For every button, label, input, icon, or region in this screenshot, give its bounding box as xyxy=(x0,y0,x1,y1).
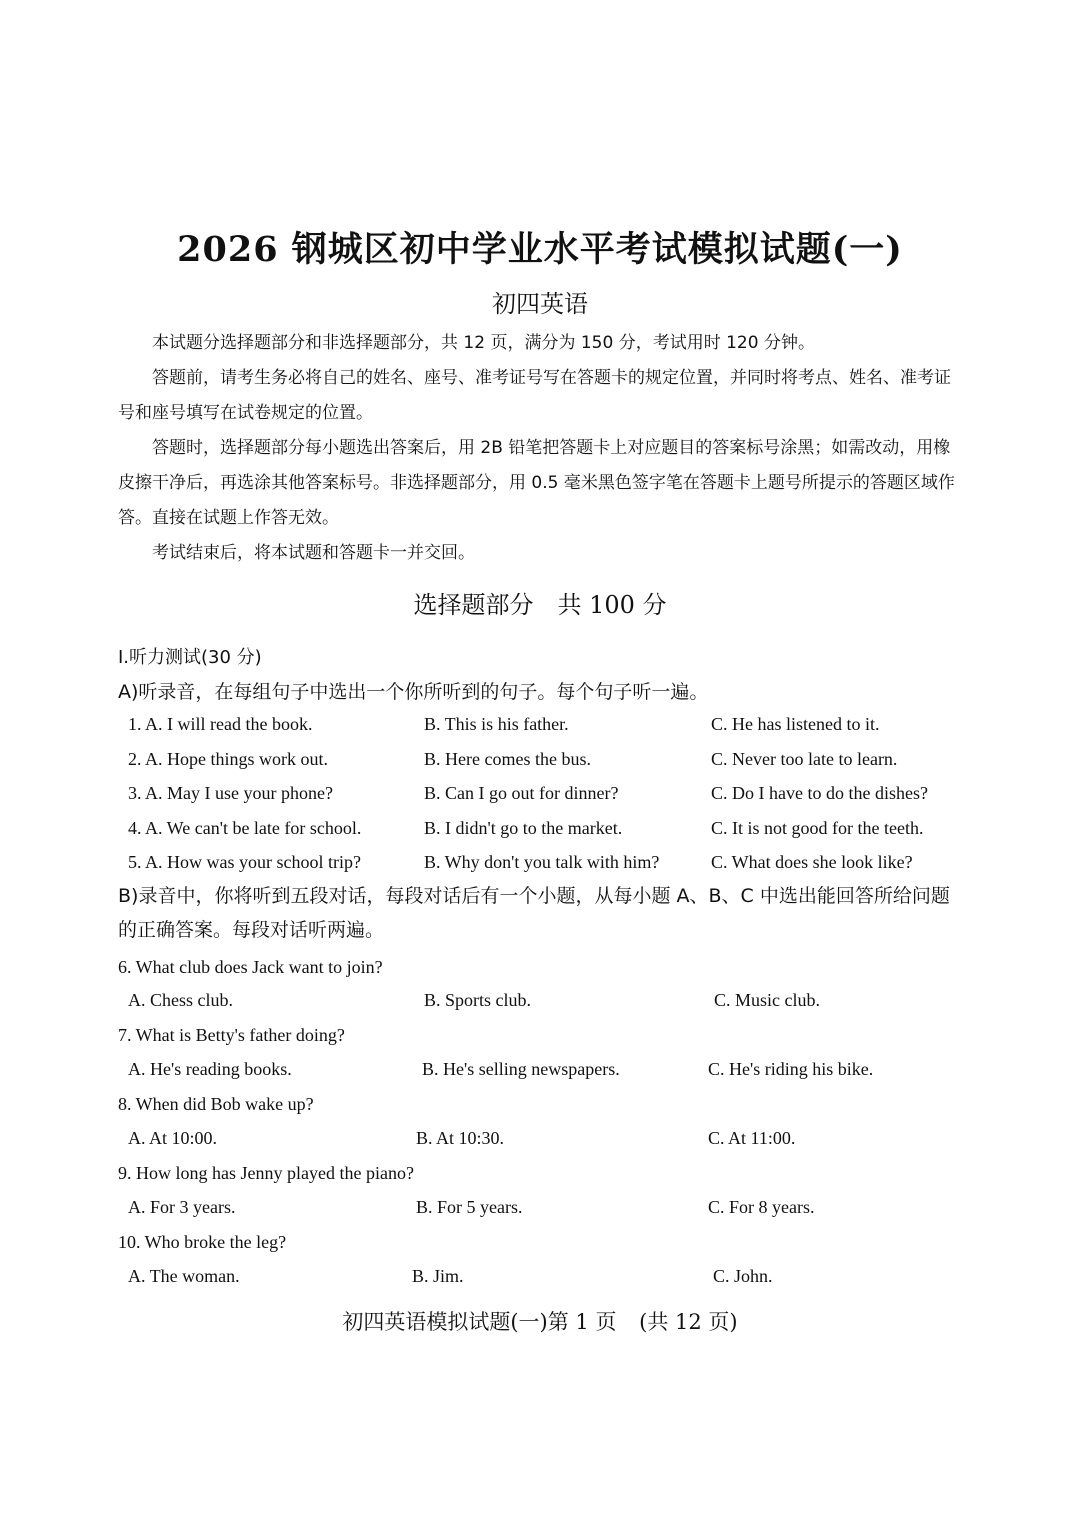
section-title: 选择题部分 共 100 分 xyxy=(413,591,667,619)
option-c: C. Do I have to do the dishes? xyxy=(711,783,928,803)
option-a: A. For 3 years. xyxy=(128,1197,236,1217)
partA-row xyxy=(0,783,1080,817)
option-a: A. Chess club. xyxy=(128,990,233,1010)
answer-row xyxy=(0,1197,1080,1231)
option-b: B. Jim. xyxy=(412,1266,464,1286)
option-b: B. Sports club. xyxy=(424,990,532,1010)
page-footer xyxy=(0,1306,1080,1336)
total-pages-label: (共 12 页) xyxy=(639,1310,738,1334)
page-title: 2026 钢城区初中学业水平考试模拟试题(一) xyxy=(177,229,903,270)
option-c: C. He has listened to it. xyxy=(711,714,880,734)
option-b: B. He's selling newspapers. xyxy=(422,1059,620,1079)
answer-row xyxy=(0,1059,1080,1093)
partA-row xyxy=(0,818,1080,852)
instruction-paragraph: 答题前，请考生务必将自己的姓名、座号、准考证号写在答题卡的规定位置，并同时将考点、姓名、准考证号和座号填写在试卷规定的位置。 xyxy=(118,368,951,423)
option-b: B. I didn't go to the market. xyxy=(424,818,623,838)
part1-heading: I.听力测试(30 分) xyxy=(118,647,262,668)
option-c: C. It is not good for the teeth. xyxy=(711,818,924,838)
option-a: A. At 10:00. xyxy=(128,1128,218,1148)
page-subtitle: 初四英语 xyxy=(492,290,588,318)
instruction-paragraph: 答题时，选择题部分每小题选出答案后，用 2B 铅笔把答题卡上对应题目的答案标号涂黑；如需改动，用橡皮擦干净后，再选涂其他答案标号。非选择题部分，用 0.5 毫米黑色签字笔在答题卡上题号所提示的答题区域作答。直接在试题上作答无效。 xyxy=(118,438,955,528)
option-a: 1. A. I will read the book. xyxy=(128,714,313,734)
instruction-paragraph: 考试结束后，将本试题和答题卡一并交回。 xyxy=(152,543,475,563)
partB-heading: B)录音中，你将听到五段对话，每段对话后有一个小题，从每小题 A、B、C 中选出能回答所给问题的正确答案。每段对话听两遍。 xyxy=(118,885,950,941)
question: 6. What club does Jack want to join? xyxy=(118,957,383,977)
option-c: C. What does she look like? xyxy=(711,852,913,872)
partA-row xyxy=(0,714,1080,748)
option-b: B. For 5 years. xyxy=(416,1197,523,1217)
answer-row xyxy=(0,990,1080,1024)
option-c: C. He's riding his bike. xyxy=(708,1059,874,1079)
option-b: B. At 10:30. xyxy=(416,1128,505,1148)
option-a: A. The woman. xyxy=(128,1266,240,1286)
answer-row xyxy=(0,1128,1080,1162)
instruction-paragraph: 本试题分选择题部分和非选择题部分，共 12 页，满分为 150 分，考试用时 120 分钟。 xyxy=(152,333,815,353)
option-a: 2. A. Hope things work out. xyxy=(128,749,328,769)
question: 7. What is Betty's father doing? xyxy=(118,1025,345,1045)
partA-heading: A)听录音，在每组句子中选出一个你所听到的句子。每个句子听一遍。 xyxy=(118,681,709,703)
partA-row xyxy=(0,749,1080,783)
option-c: C. At 11:00. xyxy=(708,1128,796,1148)
option-b: B. This is his father. xyxy=(424,714,569,734)
question: 9. How long has Jenny played the piano? xyxy=(118,1163,414,1183)
option-a: A. He's reading books. xyxy=(128,1059,292,1079)
option-c: C. Never too late to learn. xyxy=(711,749,898,769)
option-a: 5. A. How was your school trip? xyxy=(128,852,361,872)
answer-row xyxy=(0,1266,1080,1300)
page-number-label: 初四英语模拟试题(一)第 1 页 xyxy=(342,1310,617,1334)
option-b: B. Why don't you talk with him? xyxy=(424,852,660,872)
option-a: 3. A. May I use your phone? xyxy=(128,783,333,803)
option-c: C. John. xyxy=(713,1266,773,1286)
option-c: C. For 8 years. xyxy=(708,1197,815,1217)
instructions xyxy=(118,326,964,571)
question: 8. When did Bob wake up? xyxy=(118,1094,314,1114)
option-b: B. Here comes the bus. xyxy=(424,749,591,769)
question: 10. Who broke the leg? xyxy=(118,1232,287,1252)
option-a: 4. A. We can't be late for school. xyxy=(128,818,362,838)
option-b: B. Can I go out for dinner? xyxy=(424,783,619,803)
option-c: C. Music club. xyxy=(714,990,820,1010)
